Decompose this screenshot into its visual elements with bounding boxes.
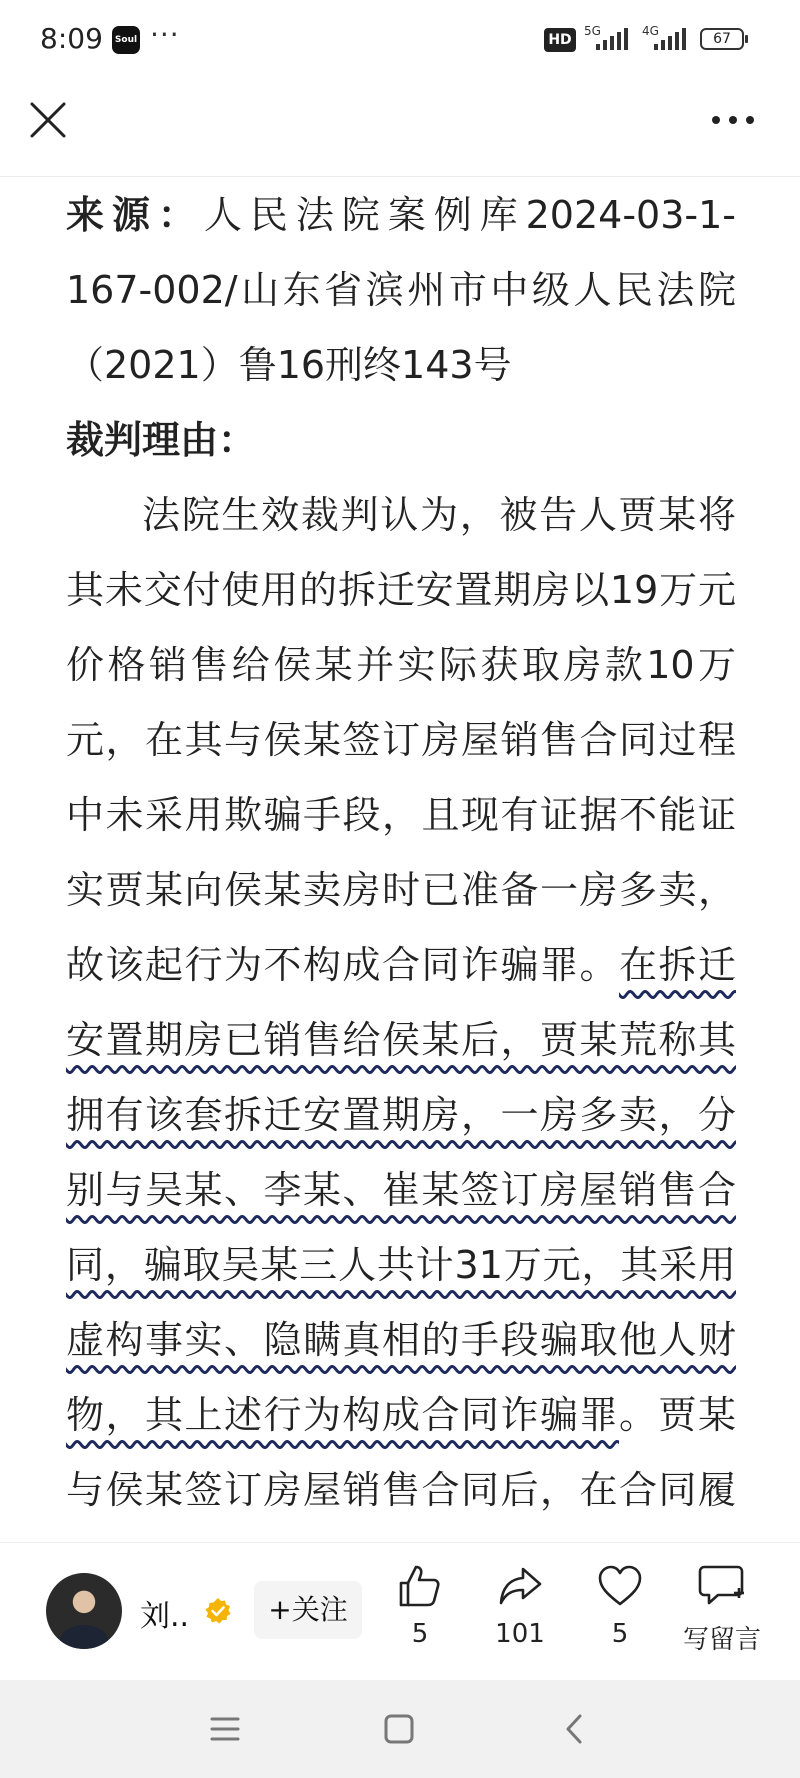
share-arrow-icon [497,1563,543,1609]
comment-icon [698,1563,746,1609]
follow-button[interactable]: +关注 [254,1581,362,1639]
article-line [66,1153,736,1228]
heart-icon [597,1563,643,1609]
share-button[interactable] [470,1563,570,1649]
article-line [66,928,736,1003]
write-comment-label: 写留言 [682,1625,761,1655]
author-avatar[interactable] [46,1573,122,1649]
more-options-icon[interactable] [710,106,756,134]
article-line: 与侯某签订房屋销售合同后，在合同履 [66,1468,736,1512]
article-line [66,1228,736,1303]
highlighted-text: 虚构事实、隐瞒真相的手段骗取他人财 [66,1318,736,1362]
source-label: 来源： [66,193,204,237]
article-line [66,1078,736,1153]
hd-voice-icon: HD [544,28,576,52]
article-line: 实贾某向侯某卖房时已准备一房多卖， [66,868,736,912]
highlighted-text: 拥有该套拆迁安置期房，一房多卖，分 [66,1093,736,1137]
more-notifications-icon: ··· [150,18,180,51]
thumbs-up-icon [397,1563,443,1609]
bottom-action-bar [0,1542,800,1681]
verified-badge-icon [204,1597,232,1625]
menu-icon[interactable] [208,1712,242,1746]
write-comment-button[interactable] [672,1563,772,1656]
article-line: 法院生效裁判认为，被告人贾某将 [142,493,736,537]
back-chevron-icon[interactable] [558,1712,592,1746]
article-line [66,1003,736,1078]
article-line: 167-002/山东省滨州市中级人民法院 [66,268,736,312]
home-square-icon[interactable] [382,1712,416,1746]
like-button[interactable] [370,1563,470,1649]
highlighted-text: 物，其上述行为构成合同诈骗罪 [66,1393,619,1437]
battery-icon: 67 [700,28,744,50]
source-line [66,178,736,253]
favorite-button[interactable] [570,1563,670,1649]
highlighted-text: 在拆迁 [618,943,736,987]
article-line: （2021）鲁16刑终143号 [66,343,512,387]
status-bar [0,0,800,80]
status-time: 8:09 [40,22,103,55]
network-4g-label: 4G [642,24,659,38]
article-line [66,1378,736,1453]
article-line: 元，在其与侯某签订房屋销售合同过程 [66,718,736,762]
favorite-count: 5 [611,1619,629,1649]
article-text: 故该起行为不构成合同诈骗罪。 [66,943,619,987]
close-icon[interactable] [28,100,68,140]
like-count: 5 [411,1619,429,1649]
soul-app-icon: Soul [112,26,140,54]
system-nav-bar [0,1680,800,1778]
article-line: 其未交付使用的拆迁安置期房以19万元 [66,568,736,612]
article-line: 中未采用欺骗手段，且现有证据不能证 [66,793,736,837]
share-count: 101 [495,1619,545,1649]
signal-5g-icon [596,28,630,50]
network-5g-label: 5G [584,24,601,38]
article-line [66,1303,736,1378]
signal-4g-icon [654,28,688,50]
article-body [66,178,736,1528]
article-text: 。贾某 [618,1393,736,1437]
article-line: 价格销售给侯某并实际获取房款10万 [66,643,736,687]
highlighted-text: 同，骗取吴某三人共计31万元，其采用 [66,1243,736,1287]
section-heading: 裁判理由： [66,418,257,462]
highlighted-text: 安置期房已销售给侯某后，贾某荒称其 [66,1018,736,1062]
author-name[interactable]: 刘.. [140,1599,190,1634]
source-text: 人民法院案例库2024-03-1- [203,193,736,237]
header-divider [0,176,800,177]
highlighted-text: 别与吴某、李某、崔某签订房屋销售合 [66,1168,736,1212]
